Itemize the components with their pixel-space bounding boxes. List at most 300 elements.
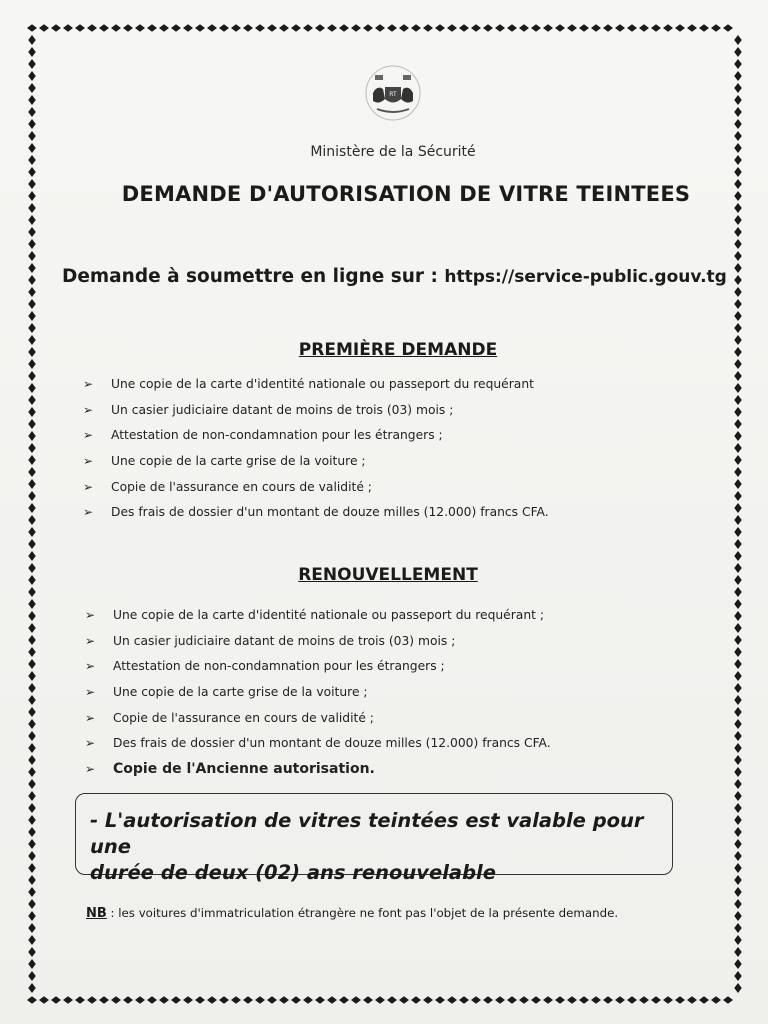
border-ornament: [734, 911, 742, 921]
border-ornament: [399, 996, 409, 1004]
border-ornament: [734, 251, 742, 261]
border-ornament: [28, 131, 36, 141]
border-ornament: [303, 996, 313, 1004]
border-ornament: [579, 996, 589, 1004]
list-item: ➢ Copie de l'assurance en cours de validité ;: [83, 479, 372, 494]
border-ornament: [459, 24, 469, 32]
border-ornament: [734, 839, 742, 849]
border-ornament: [734, 359, 742, 369]
border-ornament: [734, 827, 742, 837]
border-ornament: [734, 131, 742, 141]
border-ornament: [28, 731, 36, 741]
border-ornament: [734, 791, 742, 801]
border-ornament: [315, 24, 325, 32]
list-item: ➢ Un casier judiciaire datant de moins de trois (03) mois ;: [85, 633, 456, 648]
border-ornament: [28, 635, 36, 645]
border-ornament: [734, 47, 742, 57]
border-ornament: [734, 503, 742, 513]
border-ornament: [627, 996, 637, 1004]
border-ornament: [255, 24, 265, 32]
border-ornament: [435, 996, 445, 1004]
border-ornament: [28, 287, 36, 297]
border-ornament: [28, 911, 36, 921]
nb-footnote: [86, 906, 726, 921]
border-ornament: [183, 24, 193, 32]
border-ornament: [87, 996, 97, 1004]
border-ornament: [243, 996, 253, 1004]
border-ornament: [28, 803, 36, 813]
border-ornament: [734, 59, 742, 69]
border-ornament: [231, 996, 241, 1004]
border-ornament: [28, 563, 36, 573]
border-ornament: [28, 479, 36, 489]
first-request-list: [83, 375, 549, 529]
border-ornament: [351, 24, 361, 32]
border-ornament: [135, 996, 145, 1004]
border-ornament: [699, 24, 709, 32]
validity-note-box: [75, 793, 673, 884]
border-ornament: [363, 24, 373, 32]
border-ornament: [734, 767, 742, 777]
border-ornament: [219, 24, 229, 32]
border-ornament: [28, 311, 36, 321]
border-ornament: [591, 24, 601, 32]
border-ornament: [734, 959, 742, 969]
border-ornament: [28, 323, 36, 333]
border-ornament: [171, 996, 181, 1004]
border-ornament: [399, 24, 409, 32]
border-ornament: [28, 587, 36, 597]
border-ornament: [734, 119, 742, 129]
border-ornament: [734, 515, 742, 525]
border-ornament: [734, 539, 742, 549]
border-ornament: [734, 779, 742, 789]
border-ornament: [375, 996, 385, 1004]
border-ornament: [555, 996, 565, 1004]
border-ornament: [28, 623, 36, 633]
border-ornament: [28, 851, 36, 861]
renewal-list: [85, 606, 551, 786]
border-ornament: [28, 647, 36, 657]
svg-text:RT: RT: [389, 91, 397, 98]
border-ornament: [28, 215, 36, 225]
border-ornament: [28, 779, 36, 789]
border-ornament: [28, 599, 36, 609]
border-ornament: [734, 155, 742, 165]
border-ornament: [28, 923, 36, 933]
validity-note-line: - L'autorisation de vitres teintées est valable pour une: [90, 809, 644, 858]
border-ornament: [734, 707, 742, 717]
border-ornament: [734, 983, 742, 993]
nb-text: : les voitures d'immatriculation étrangère ne font pas l'objet de la présente demande.: [106, 906, 619, 920]
border-ornament: [28, 947, 36, 957]
border-ornament: [99, 996, 109, 1004]
arrow-bullet-icon: ➢: [83, 454, 94, 469]
border-ornament: [627, 24, 637, 32]
border-ornament: [495, 24, 505, 32]
border-ornament: [734, 575, 742, 585]
list-item: ➢ Un casier judiciaire datant de moins de trois (03) mois ;: [83, 402, 454, 417]
border-ornament: [734, 623, 742, 633]
border-ornament: [339, 24, 349, 32]
border-ornament: [734, 263, 742, 273]
border-ornament: [734, 611, 742, 621]
border-ornament: [567, 996, 577, 1004]
border-ornament: [471, 996, 481, 1004]
border-ornament: [734, 371, 742, 381]
border-ornament: [734, 719, 742, 729]
list-item: ➢ Une copie de la carte grise de la voiture ;: [85, 685, 368, 700]
border-ornament: [28, 983, 36, 993]
border-ornament: [363, 996, 373, 1004]
border-ornament: [28, 707, 36, 717]
border-ornament: [111, 24, 121, 32]
validity-note-text: [90, 808, 670, 886]
border-ornament: [28, 515, 36, 525]
validity-note-line: durée de deux (02) ans renouvelable: [90, 861, 496, 884]
border-ornament: [734, 899, 742, 909]
border-ornament: [28, 203, 36, 213]
border-ornament: [28, 155, 36, 165]
border-ornament: [651, 996, 661, 1004]
border-ornament: [734, 71, 742, 81]
border-ornament: [28, 347, 36, 357]
border-ornament: [28, 227, 36, 237]
border-ornament: [28, 827, 36, 837]
border-ornament: [387, 996, 397, 1004]
border-ornament: [734, 527, 742, 537]
border-ornament: [734, 311, 742, 321]
service-url[interactable]: https://service-public.gouv.tg: [444, 267, 727, 287]
online-label: Demande à soumettre en ligne sur :: [62, 266, 438, 287]
list-item: ➢ Attestation de non-condamnation pour les étrangers ;: [83, 428, 443, 443]
border-ornament: [734, 479, 742, 489]
border-ornament: [734, 755, 742, 765]
border-ornament: [734, 335, 742, 345]
border-ornament: [291, 996, 301, 1004]
border-ornament: [339, 996, 349, 1004]
border-ornament: [51, 996, 61, 1004]
border-ornament: [519, 996, 529, 1004]
border-ornament: [579, 24, 589, 32]
border-ornament: [734, 419, 742, 429]
arrow-bullet-icon: ➢: [83, 377, 94, 391]
border-ornament: [734, 107, 742, 117]
border-ornament: [28, 767, 36, 777]
border-ornament: [734, 179, 742, 189]
arrow-bullet-icon: ➢: [85, 736, 96, 751]
border-ornament: [28, 551, 36, 561]
border-ornament: [87, 24, 97, 32]
border-ornament: [28, 275, 36, 285]
border-ornament: [435, 24, 445, 32]
border-ornament: [28, 935, 36, 945]
border-ornament: [639, 24, 649, 32]
border-ornament: [734, 275, 742, 285]
border-ornament: [28, 455, 36, 465]
border-ornament: [734, 851, 742, 861]
border-ornament: [734, 731, 742, 741]
border-ornament: [28, 83, 36, 93]
border-ornament: [28, 575, 36, 585]
arrow-bullet-icon: ➢: [83, 402, 94, 417]
border-ornament: [243, 24, 253, 32]
border-ornament: [207, 24, 217, 32]
border-ornament: [734, 299, 742, 309]
border-ornament: [99, 24, 109, 32]
border-ornament: [291, 24, 301, 32]
arrow-bullet-icon: ➢: [83, 505, 94, 520]
border-ornament: [734, 467, 742, 477]
border-ornament: [135, 24, 145, 32]
border-ornament: [315, 996, 325, 1004]
border-ornament: [387, 24, 397, 32]
border-ornament: [28, 299, 36, 309]
border-ornament: [687, 996, 697, 1004]
list-item: ➢ Copie de l'assurance en cours de validité ;: [85, 710, 374, 725]
border-ornament: [28, 443, 36, 453]
border-ornament: [734, 743, 742, 753]
border-ornament: [28, 431, 36, 441]
border-ornament: [663, 996, 673, 1004]
renewal-title: RENOUVELLEMENT: [298, 565, 478, 585]
list-item: ➢ Attestation de non-condamnation pour les étrangers ;: [85, 659, 445, 674]
border-ornament: [327, 24, 337, 32]
border-ornament: [483, 996, 493, 1004]
border-ornament: [734, 887, 742, 897]
border-ornament: [303, 24, 313, 32]
document-content: [58, 58, 727, 988]
arrow-bullet-icon: ➢: [85, 762, 96, 777]
border-ornament: [734, 455, 742, 465]
border-ornament: [591, 996, 601, 1004]
border-ornament: [28, 239, 36, 249]
border-ornament: [734, 803, 742, 813]
border-ornament: [327, 996, 337, 1004]
border-ornament: [28, 107, 36, 117]
border-ornament: [39, 996, 49, 1004]
border-ornament: [699, 996, 709, 1004]
list-item-bold: ➢ Copie de l'Ancienne autorisation.: [85, 761, 375, 778]
border-ornament: [28, 371, 36, 381]
border-ornament: [734, 875, 742, 885]
border-ornament: [734, 95, 742, 105]
border-ornament: [543, 996, 553, 1004]
border-ornament: [28, 119, 36, 129]
arrow-bullet-icon: ➢: [85, 659, 96, 674]
border-ornament: [28, 959, 36, 969]
border-ornament: [615, 996, 625, 1004]
border-ornament: [459, 996, 469, 1004]
border-ornament: [267, 24, 277, 32]
border-ornament: [734, 227, 742, 237]
border-ornament: [51, 24, 61, 32]
border-ornament: [183, 996, 193, 1004]
border-ornament: [734, 815, 742, 825]
arrow-bullet-icon: ➢: [85, 685, 96, 700]
border-ornament: [28, 755, 36, 765]
border-ornament: [734, 383, 742, 393]
border-ornament: [734, 671, 742, 681]
border-ornament: [734, 863, 742, 873]
border-ornament: [675, 996, 685, 1004]
border-ornament: [28, 191, 36, 201]
border-ornament: [507, 996, 517, 1004]
border-ornament: [567, 24, 577, 32]
border-ornament: [375, 24, 385, 32]
border-ornament: [63, 24, 73, 32]
border-ornament: [734, 599, 742, 609]
arrow-bullet-icon: ➢: [85, 608, 96, 622]
border-ornament: [603, 24, 613, 32]
document-title: DEMANDE D'AUTORISATION DE VITRE TEINTEES: [121, 182, 691, 206]
border-ornament: [734, 191, 742, 201]
border-ornament: [267, 996, 277, 1004]
border-ornament: [675, 24, 685, 32]
border-ornament: [28, 743, 36, 753]
border-ornament: [147, 24, 157, 32]
border-ornament: [447, 24, 457, 32]
border-ornament: [411, 24, 421, 32]
arrow-bullet-icon: ➢: [85, 633, 96, 648]
border-ornament: [734, 647, 742, 657]
border-ornament: [28, 875, 36, 885]
border-ornament: [723, 996, 733, 1004]
border-ornament: [734, 683, 742, 693]
border-ornament: [483, 24, 493, 32]
border-ornament: [28, 503, 36, 513]
arrow-bullet-icon: ➢: [83, 428, 94, 443]
border-ornament: [723, 24, 733, 32]
border-ornament: [28, 815, 36, 825]
border-ornament: [195, 24, 205, 32]
border-ornament: [734, 947, 742, 957]
border-ornament: [28, 467, 36, 477]
border-ornament: [555, 24, 565, 32]
border-ornament: [159, 24, 169, 32]
border-ornament: [28, 863, 36, 873]
border-ornament: [28, 899, 36, 909]
border-ornament: [28, 791, 36, 801]
border-ornament: [734, 635, 742, 645]
border-ornament: [147, 996, 157, 1004]
border-ornament: [28, 335, 36, 345]
border-ornament: [28, 71, 36, 81]
border-ornament: [447, 996, 457, 1004]
border-ornament: [28, 143, 36, 153]
border-ornament: [75, 24, 85, 32]
border-ornament: [111, 996, 121, 1004]
border-ornament: [27, 996, 37, 1004]
border-ornament: [231, 24, 241, 32]
nb-label: NB: [86, 906, 107, 921]
border-ornament: [255, 996, 265, 1004]
border-ornament: [423, 24, 433, 32]
list-item: ➢ Des frais de dossier d'un montant de douze milles (12.000) francs CFA.: [83, 505, 549, 520]
border-ornament: [734, 491, 742, 501]
border-ornament: [28, 971, 36, 981]
border-ornament: [531, 996, 541, 1004]
list-item: ➢ Une copie de la carte grise de la voiture ;: [83, 454, 366, 469]
border-ornament: [28, 179, 36, 189]
border-ornament: [28, 419, 36, 429]
border-ornament: [28, 359, 36, 369]
border-ornament: [28, 95, 36, 105]
border-ornament: [28, 611, 36, 621]
border-ornament: [651, 24, 661, 32]
border-ornament: [734, 35, 742, 45]
border-ornament: [28, 539, 36, 549]
border-ornament: [734, 407, 742, 417]
border-ornament: [195, 996, 205, 1004]
arrow-bullet-icon: ➢: [85, 710, 96, 725]
border-ornament: [734, 215, 742, 225]
border-ornament: [543, 24, 553, 32]
arrow-bullet-icon: ➢: [83, 479, 94, 494]
coat-of-arms-seal-icon: [363, 63, 423, 123]
border-ornament: [519, 24, 529, 32]
border-ornament: [471, 24, 481, 32]
border-ornament: [615, 24, 625, 32]
border-ornament: [711, 996, 721, 1004]
border-ornament: [734, 83, 742, 93]
border-ornament: [28, 47, 36, 57]
border-ornament: [734, 587, 742, 597]
border-ornament: [734, 695, 742, 705]
border-ornament: [734, 431, 742, 441]
border-ornament: [734, 203, 742, 213]
border-ornament: [734, 239, 742, 249]
border-ornament: [28, 527, 36, 537]
border-ornament: [39, 24, 49, 32]
border-ornament: [734, 563, 742, 573]
border-ornament: [28, 395, 36, 405]
border-ornament: [159, 996, 169, 1004]
border-ornament: [734, 347, 742, 357]
list-item: ➢ Une copie de la carte d'identité nationale ou passeport du requérant ;: [85, 608, 544, 622]
border-ornament: [219, 996, 229, 1004]
first-request-title: PREMIÈRE DEMANDE: [298, 340, 498, 360]
border-ornament: [28, 251, 36, 261]
border-ornament: [495, 996, 505, 1004]
border-ornament: [734, 395, 742, 405]
border-ornament: [28, 167, 36, 177]
border-ornament: [711, 24, 721, 32]
border-ornament: [531, 24, 541, 32]
border-ornament: [603, 996, 613, 1004]
border-ornament: [279, 24, 289, 32]
border-ornament: [28, 671, 36, 681]
border-ornament: [734, 971, 742, 981]
list-item: ➢ Des frais de dossier d'un montant de douze milles (12.000) francs CFA.: [85, 736, 551, 751]
border-ornament: [28, 491, 36, 501]
border-ornament: [734, 935, 742, 945]
border-ornament: [75, 996, 85, 1004]
ministry-name: Ministère de la Sécurité: [310, 144, 476, 160]
border-ornament: [27, 24, 37, 32]
border-ornament: [28, 35, 36, 45]
border-ornament: [734, 143, 742, 153]
border-ornament: [123, 996, 133, 1004]
border-ornament: [734, 923, 742, 933]
border-ornament: [28, 263, 36, 273]
border-ornament: [28, 383, 36, 393]
border-ornament: [507, 24, 517, 32]
border-ornament: [663, 24, 673, 32]
border-ornament: [734, 551, 742, 561]
border-ornament: [423, 996, 433, 1004]
border-ornament: [171, 24, 181, 32]
